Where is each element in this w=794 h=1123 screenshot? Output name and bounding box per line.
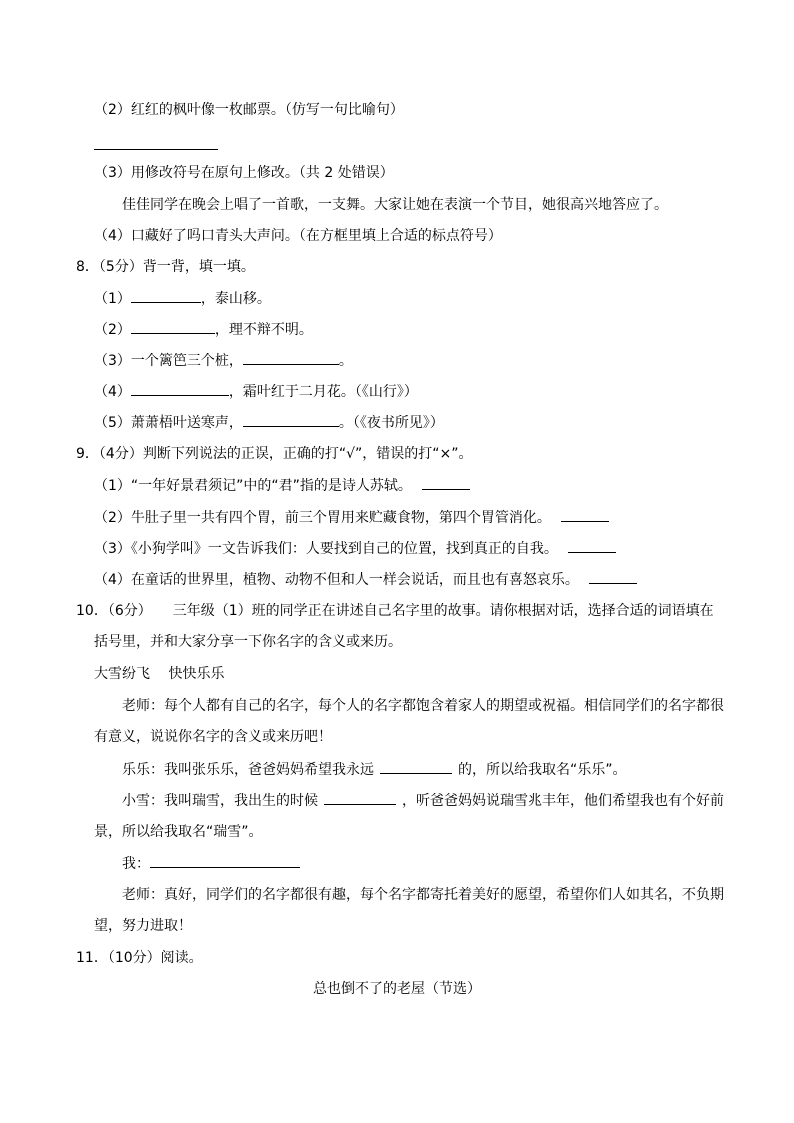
q8-item-1 xyxy=(94,288,271,308)
q10-xue-blank[interactable] xyxy=(324,790,396,805)
q9-item-3 xyxy=(94,538,616,558)
q10-teacher-line2: 有意义，说说你名字的含义或来历吧！ xyxy=(94,729,332,745)
q9-item-4 xyxy=(94,569,637,589)
q8-item-2-pre: （2） xyxy=(94,322,131,338)
q8-item-4-blank[interactable] xyxy=(131,381,229,396)
q10-heading-line2: 括号里，并和大家分享一下你名字的含义或来历。 xyxy=(94,634,402,650)
q7-part4: （4）口藏好了吗口青头大声问。（在方框里填上合适的标点符号） xyxy=(94,228,502,244)
q8-heading: 8．（5分）背一背，填一填。 xyxy=(76,259,255,275)
q8-item-5 xyxy=(94,412,444,432)
q9-item-1-text: （1）“一年好景君须记”中的“君”指的是诗人苏轼。 xyxy=(94,478,412,494)
q9-item-2 xyxy=(94,507,609,527)
q9-item-4-blank[interactable] xyxy=(589,569,637,584)
q8-item-4-post: ，霜叶红于二月花。（《山行》） xyxy=(228,384,418,400)
q8-item-1-post: ，泰山移。 xyxy=(200,291,271,307)
q10-lele-line xyxy=(122,759,627,779)
q8-item-3-pre: （3）一个篱笆三个桩， xyxy=(94,353,243,369)
q10-lele-blank[interactable] xyxy=(380,759,452,774)
q10-lele-pre: 乐乐：我叫张乐乐，爸爸妈妈希望我永远 xyxy=(122,762,374,778)
q9-heading: 9．（4分）判断下列说法的正误，正确的打“√”，错误的打“×”。 xyxy=(76,446,473,462)
q7-part3: （3）用修改符号在原句上修改。（共 2 处错误） xyxy=(94,165,394,181)
q10-xue-post: ，听爸爸妈妈说瑞雪兆丰年，他们希望我也有个好前 xyxy=(402,793,724,809)
q8-item-2 xyxy=(94,319,313,339)
q8-item-5-post: 。（《夜书所见》） xyxy=(338,415,444,431)
q9-item-1 xyxy=(94,475,470,495)
q9-item-3-blank[interactable] xyxy=(568,538,616,553)
q10-lele-post: 的，所以给我取名“乐乐”。 xyxy=(458,762,627,778)
q10-teacher2-line1: 老师：真好，同学们的名字都很有趣，每个名字都寄托着美好的愿望，希望你们人如其名，不负期 xyxy=(122,887,724,903)
q7-part2: （2）红红的枫叶像一枚邮票。（仿写一句比喻句） xyxy=(94,102,404,118)
q8-item-1-pre: （1） xyxy=(94,291,131,307)
q8-item-5-blank[interactable] xyxy=(243,412,339,427)
q7-part2-answer-line[interactable] xyxy=(94,149,218,150)
q9-item-3-text: （3）《小狗学叫》一文告诉我们：人要找到自己的位置，找到真正的自我。 xyxy=(94,541,558,557)
q8-item-3 xyxy=(94,350,353,370)
q11-passage-title: 总也倒不了的老屋（节选） xyxy=(313,981,481,997)
q8-item-1-blank[interactable] xyxy=(131,288,201,303)
q8-item-4 xyxy=(94,381,418,401)
q8-item-4-pre: （4） xyxy=(94,384,131,400)
q10-xue-pre: 小雪：我叫瑞雪，我出生的时候 xyxy=(122,793,318,809)
q10-me-label: 我： xyxy=(122,856,150,872)
q10-xue-line2: 景，所以给我取名“瑞雪”。 xyxy=(94,824,263,840)
q9-item-1-blank[interactable] xyxy=(422,475,470,490)
q9-item-2-blank[interactable] xyxy=(561,507,609,522)
q10-word-options: 大雪纷飞 快快乐乐 xyxy=(94,666,225,682)
q10-teacher2-line2: 望，努力进取！ xyxy=(94,918,192,934)
q9-item-2-text: （2）牛肚子里一共有四个胃，前三个胃用来贮藏食物，第四个胃管消化。 xyxy=(94,510,551,526)
q11-heading: 11．（10分）阅读。 xyxy=(76,950,203,966)
q10-me-line xyxy=(122,853,300,873)
q8-item-3-post: 。 xyxy=(338,353,353,369)
q7-part3-sentence: 佳佳同学在晚会上唱了一首歌，一支舞。大家让她在表演一个节目，她很高兴地答应了。 xyxy=(122,197,668,213)
q10-teacher-line1: 老师：每个人都有自己的名字，每个人的名字都饱含着家人的期望或祝福。相信同学们的名字都很 xyxy=(122,698,724,714)
q9-item-4-text: （4）在童话的世界里，植物、动物不但和人一样会说话，而且也有喜怒哀乐。 xyxy=(94,572,579,588)
q8-item-3-blank[interactable] xyxy=(243,350,339,365)
q8-item-2-post: ，理不辩不明。 xyxy=(214,322,313,338)
q10-heading-line1: 10．（6分） 三年级（1）班的同学正在讲述自己名字里的故事。请你根据对话，选择合适的词语填在 xyxy=(76,603,714,619)
q10-xue-line xyxy=(122,790,724,810)
q8-item-5-pre: （5）萧萧梧叶送寒声， xyxy=(94,415,243,431)
q10-me-blank[interactable] xyxy=(150,853,300,868)
q8-item-2-blank[interactable] xyxy=(131,319,215,334)
